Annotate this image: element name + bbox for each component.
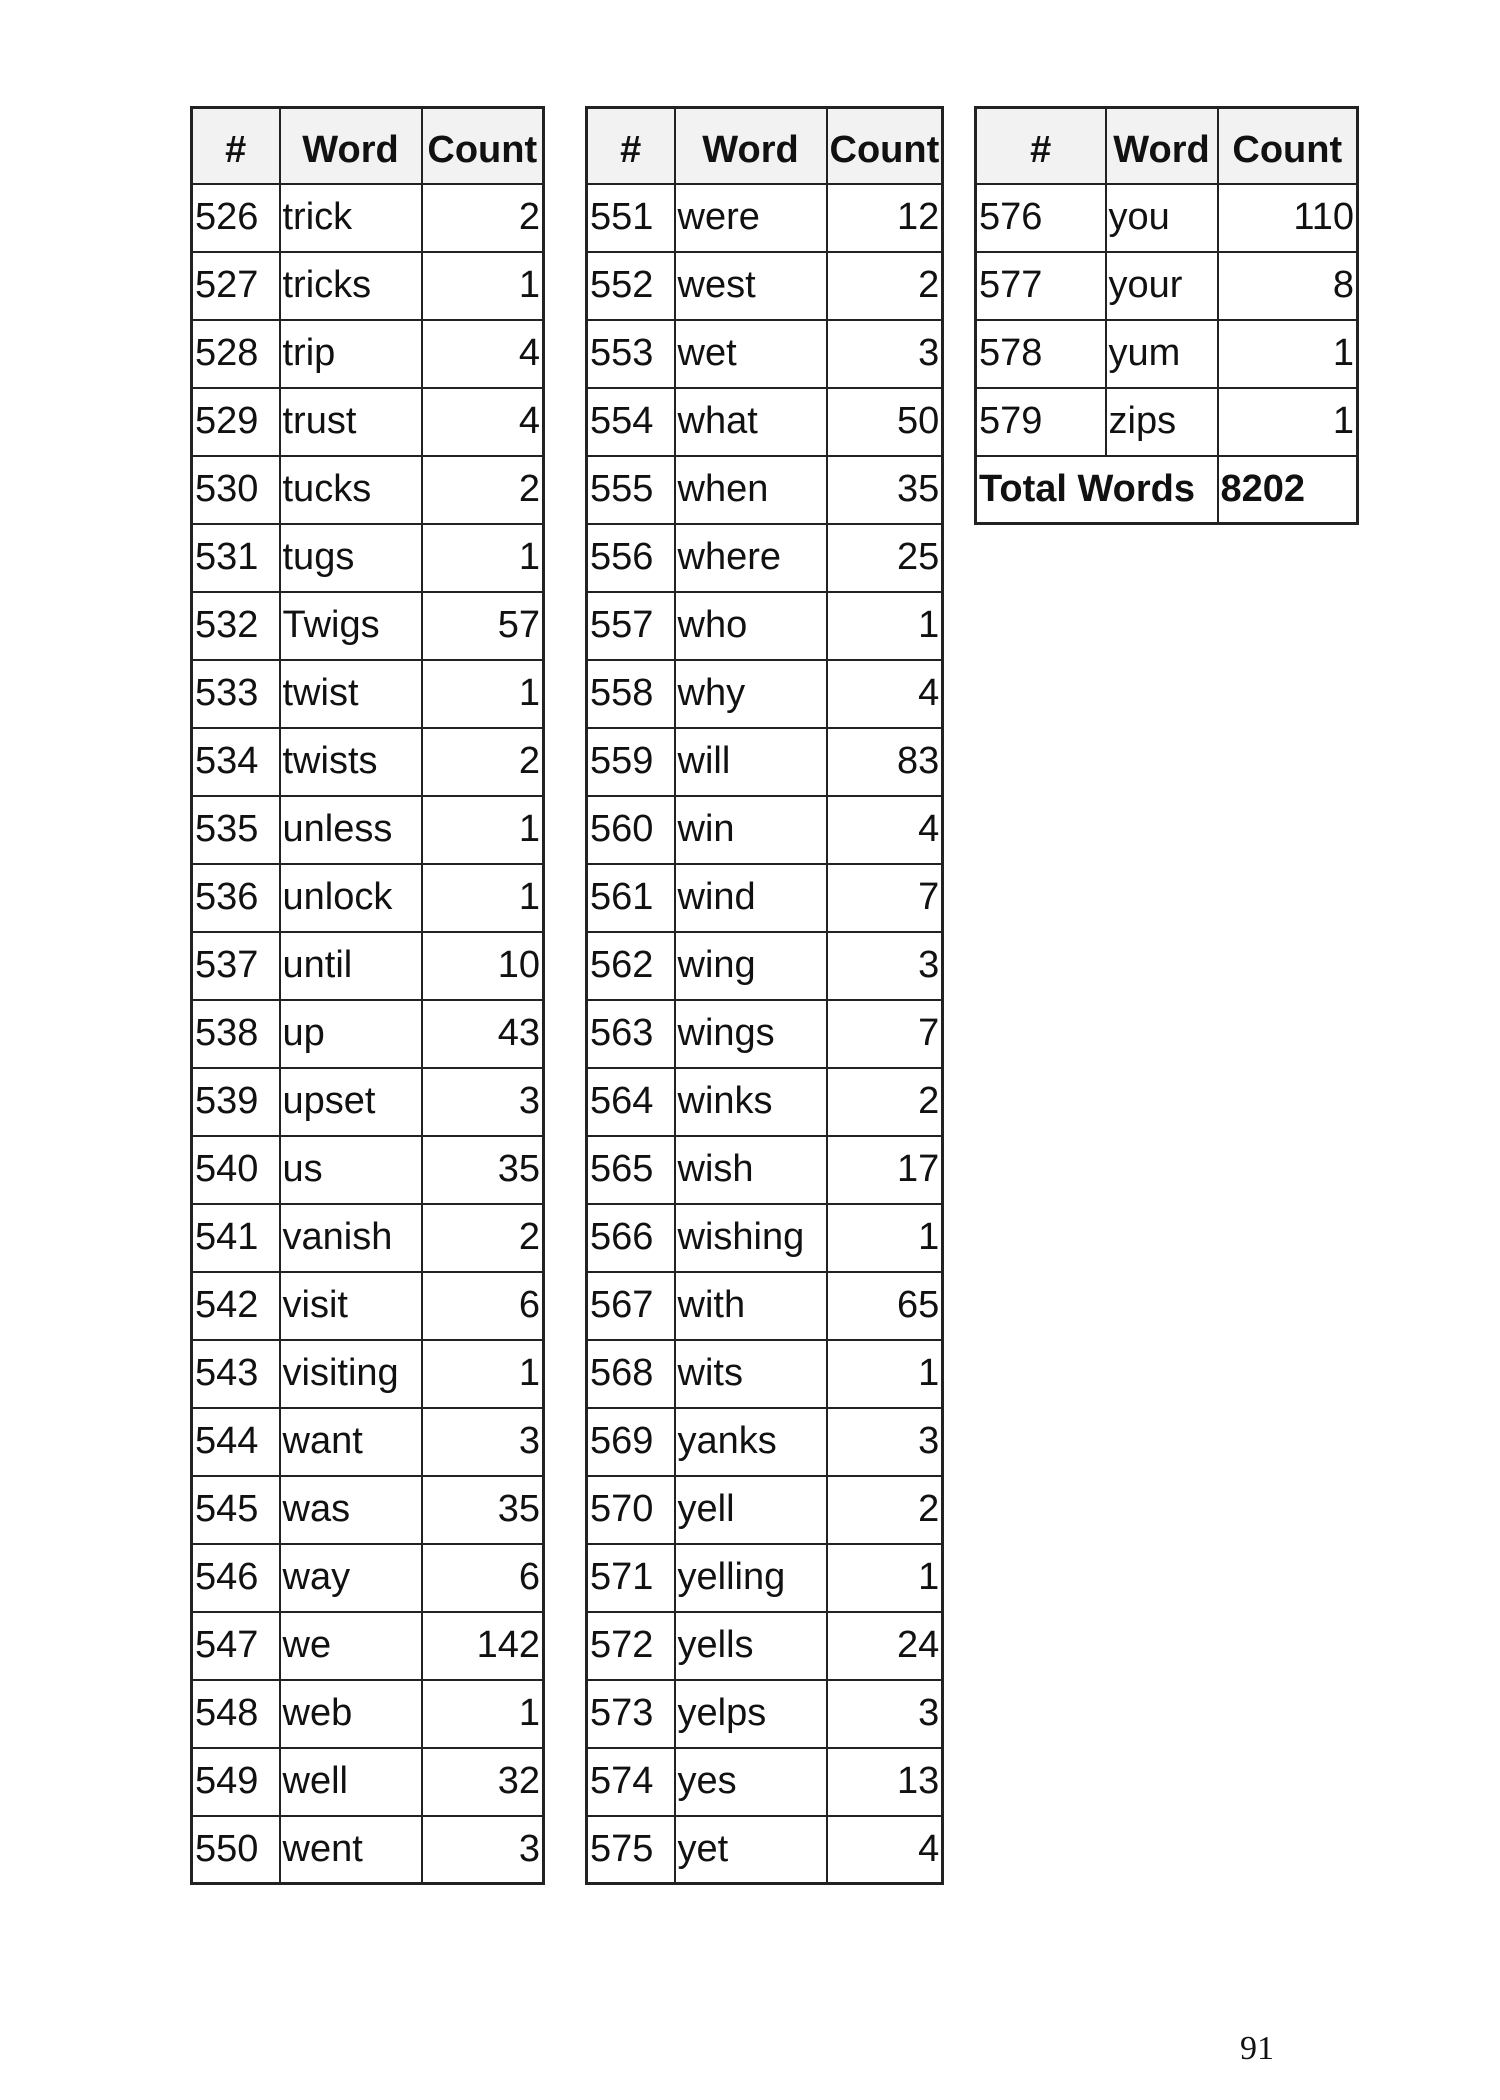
table-row (976, 252, 1358, 320)
row-word: yes (675, 1748, 827, 1816)
row-count: 24 (827, 1612, 943, 1680)
row-count: 65 (827, 1272, 943, 1340)
table-row (587, 184, 943, 252)
row-count: 83 (827, 728, 943, 796)
row-count: 10 (422, 932, 544, 1000)
table-row (587, 592, 943, 660)
row-word: until (280, 932, 422, 1000)
table-row (192, 728, 544, 796)
header-word: Word (675, 108, 827, 184)
row-number: 544 (192, 1408, 280, 1476)
row-count: 2 (827, 1476, 943, 1544)
header-number: # (976, 108, 1106, 184)
row-count: 3 (422, 1408, 544, 1476)
row-word: vanish (280, 1204, 422, 1272)
row-count: 6 (422, 1544, 544, 1612)
row-word: web (280, 1680, 422, 1748)
row-number: 547 (192, 1612, 280, 1680)
row-number: 570 (587, 1476, 675, 1544)
table-row (587, 1680, 943, 1748)
header-count: Count (422, 108, 544, 184)
row-count: 1 (422, 1680, 544, 1748)
table-row (192, 1136, 544, 1204)
page-number: 91 (1240, 2030, 1274, 2067)
row-word: us (280, 1136, 422, 1204)
table-row (192, 388, 544, 456)
row-count: 3 (827, 1680, 943, 1748)
row-number: 566 (587, 1204, 675, 1272)
header-word: Word (1106, 108, 1218, 184)
table-row (587, 728, 943, 796)
row-count: 35 (422, 1476, 544, 1544)
row-count: 1 (422, 796, 544, 864)
row-word: tugs (280, 524, 422, 592)
row-count: 4 (827, 1816, 943, 1884)
row-number: 560 (587, 796, 675, 864)
row-word: was (280, 1476, 422, 1544)
table-row (587, 320, 943, 388)
table-row (587, 932, 943, 1000)
row-number: 571 (587, 1544, 675, 1612)
row-number: 558 (587, 660, 675, 728)
row-number: 532 (192, 592, 280, 660)
row-number: 543 (192, 1340, 280, 1408)
row-count: 1 (1218, 320, 1358, 388)
table-row (192, 1204, 544, 1272)
row-count: 7 (827, 864, 943, 932)
row-count: 110 (1218, 184, 1358, 252)
row-number: 530 (192, 456, 280, 524)
row-word: wind (675, 864, 827, 932)
row-word: yum (1106, 320, 1218, 388)
row-number: 548 (192, 1680, 280, 1748)
table-row (192, 320, 544, 388)
row-number: 564 (587, 1068, 675, 1136)
word-count-table-2 (585, 106, 944, 1885)
row-number: 572 (587, 1612, 675, 1680)
row-number: 526 (192, 184, 280, 252)
row-count: 1 (1218, 388, 1358, 456)
row-word: yelps (675, 1680, 827, 1748)
table-row (587, 456, 943, 524)
row-number: 545 (192, 1476, 280, 1544)
row-word: trust (280, 388, 422, 456)
table-row (587, 1136, 943, 1204)
row-count: 3 (827, 320, 943, 388)
row-word: visit (280, 1272, 422, 1340)
table-row (587, 1476, 943, 1544)
row-count: 3 (827, 1408, 943, 1476)
row-number: 563 (587, 1000, 675, 1068)
row-count: 3 (422, 1068, 544, 1136)
row-number: 553 (587, 320, 675, 388)
row-count: 17 (827, 1136, 943, 1204)
row-number: 527 (192, 252, 280, 320)
row-number: 559 (587, 728, 675, 796)
row-count: 1 (827, 1340, 943, 1408)
row-number: 579 (976, 388, 1106, 456)
row-count: 1 (827, 1544, 943, 1612)
row-word: yanks (675, 1408, 827, 1476)
header-count: Count (827, 108, 943, 184)
row-number: 562 (587, 932, 675, 1000)
table-row (587, 1272, 943, 1340)
table-row (587, 1204, 943, 1272)
row-number: 578 (976, 320, 1106, 388)
row-word: west (675, 252, 827, 320)
row-word: unlock (280, 864, 422, 932)
row-number: 533 (192, 660, 280, 728)
row-word: wits (675, 1340, 827, 1408)
table-row (192, 1544, 544, 1612)
row-count: 2 (422, 728, 544, 796)
table-row (587, 864, 943, 932)
table-row (587, 1340, 943, 1408)
row-count: 8 (1218, 252, 1358, 320)
row-number: 538 (192, 1000, 280, 1068)
row-count: 4 (422, 388, 544, 456)
row-count: 35 (827, 456, 943, 524)
table-row (192, 1816, 544, 1884)
table-row (192, 1000, 544, 1068)
row-word: what (675, 388, 827, 456)
row-word: winks (675, 1068, 827, 1136)
table-row (192, 1748, 544, 1816)
table-row (587, 1816, 943, 1884)
table-row (192, 524, 544, 592)
row-count: 2 (422, 456, 544, 524)
row-count: 4 (827, 660, 943, 728)
row-number: 529 (192, 388, 280, 456)
row-word: well (280, 1748, 422, 1816)
row-number: 574 (587, 1748, 675, 1816)
total-row (976, 456, 1358, 524)
table-row (587, 796, 943, 864)
row-count: 32 (422, 1748, 544, 1816)
row-word: will (675, 728, 827, 796)
row-word: yelling (675, 1544, 827, 1612)
table-row (976, 388, 1358, 456)
row-word: yells (675, 1612, 827, 1680)
row-word: twists (280, 728, 422, 796)
header-number: # (587, 108, 675, 184)
row-word: twist (280, 660, 422, 728)
row-number: 528 (192, 320, 280, 388)
row-word: with (675, 1272, 827, 1340)
row-count: 1 (422, 660, 544, 728)
row-word: who (675, 592, 827, 660)
row-count: 7 (827, 1000, 943, 1068)
row-count: 35 (422, 1136, 544, 1204)
total-words-label: Total Words (976, 456, 1218, 524)
row-count: 57 (422, 592, 544, 660)
row-count: 12 (827, 184, 943, 252)
row-number: 537 (192, 932, 280, 1000)
row-word: tricks (280, 252, 422, 320)
row-count: 4 (422, 320, 544, 388)
row-word: way (280, 1544, 422, 1612)
row-count: 43 (422, 1000, 544, 1068)
row-word: were (675, 184, 827, 252)
row-word: wing (675, 932, 827, 1000)
row-number: 561 (587, 864, 675, 932)
row-count: 1 (422, 1340, 544, 1408)
row-count: 2 (422, 1204, 544, 1272)
row-word: visiting (280, 1340, 422, 1408)
row-number: 573 (587, 1680, 675, 1748)
row-number: 554 (587, 388, 675, 456)
table-row (192, 1408, 544, 1476)
row-count: 4 (827, 796, 943, 864)
row-number: 536 (192, 864, 280, 932)
row-count: 2 (422, 184, 544, 252)
table-row (192, 1680, 544, 1748)
row-word: went (280, 1816, 422, 1884)
row-number: 542 (192, 1272, 280, 1340)
table-row (587, 524, 943, 592)
table-row (587, 660, 943, 728)
row-count: 1 (827, 592, 943, 660)
row-word: when (675, 456, 827, 524)
row-count: 2 (827, 252, 943, 320)
row-word: upset (280, 1068, 422, 1136)
table-row (192, 1612, 544, 1680)
row-word: you (1106, 184, 1218, 252)
row-number: 575 (587, 1816, 675, 1884)
table-row (192, 932, 544, 1000)
row-number: 534 (192, 728, 280, 796)
table-row (587, 1408, 943, 1476)
total-words-value: 8202 (1218, 456, 1358, 524)
row-word: trick (280, 184, 422, 252)
table-row (192, 184, 544, 252)
row-number: 541 (192, 1204, 280, 1272)
row-word: want (280, 1408, 422, 1476)
header-row (587, 108, 943, 184)
row-word: Twigs (280, 592, 422, 660)
table-row (587, 1000, 943, 1068)
table-row (192, 864, 544, 932)
table-row (192, 796, 544, 864)
table-row (976, 184, 1358, 252)
header-row (976, 108, 1358, 184)
row-number: 539 (192, 1068, 280, 1136)
table-row (192, 1272, 544, 1340)
table-row (192, 1476, 544, 1544)
row-word: we (280, 1612, 422, 1680)
table-row (587, 1748, 943, 1816)
word-count-table-1 (190, 106, 545, 1885)
row-word: wishing (675, 1204, 827, 1272)
row-number: 546 (192, 1544, 280, 1612)
row-number: 550 (192, 1816, 280, 1884)
row-number: 556 (587, 524, 675, 592)
header-number: # (192, 108, 280, 184)
row-count: 1 (422, 864, 544, 932)
header-row (192, 108, 544, 184)
row-number: 569 (587, 1408, 675, 1476)
row-number: 557 (587, 592, 675, 660)
row-number: 552 (587, 252, 675, 320)
row-count: 50 (827, 388, 943, 456)
table-row (587, 252, 943, 320)
row-word: tucks (280, 456, 422, 524)
table-row (192, 660, 544, 728)
row-count: 2 (827, 1068, 943, 1136)
row-number: 549 (192, 1748, 280, 1816)
row-count: 13 (827, 1748, 943, 1816)
row-count: 1 (422, 524, 544, 592)
table-row (587, 1068, 943, 1136)
row-word: your (1106, 252, 1218, 320)
row-count: 142 (422, 1612, 544, 1680)
row-count: 1 (827, 1204, 943, 1272)
row-word: yell (675, 1476, 827, 1544)
row-word: unless (280, 796, 422, 864)
row-number: 555 (587, 456, 675, 524)
row-number: 568 (587, 1340, 675, 1408)
table-row (587, 388, 943, 456)
table-row (192, 1340, 544, 1408)
table-row (192, 1068, 544, 1136)
header-count: Count (1218, 108, 1358, 184)
table-row (976, 320, 1358, 388)
header-word: Word (280, 108, 422, 184)
row-number: 567 (587, 1272, 675, 1340)
row-count: 1 (422, 252, 544, 320)
row-word: yet (675, 1816, 827, 1884)
row-word: trip (280, 320, 422, 388)
row-word: where (675, 524, 827, 592)
row-count: 25 (827, 524, 943, 592)
row-count: 3 (827, 932, 943, 1000)
row-count: 6 (422, 1272, 544, 1340)
table-row (192, 252, 544, 320)
row-number: 535 (192, 796, 280, 864)
table-row (192, 456, 544, 524)
row-count: 3 (422, 1816, 544, 1884)
row-word: why (675, 660, 827, 728)
row-word: up (280, 1000, 422, 1068)
row-word: win (675, 796, 827, 864)
table-row (587, 1544, 943, 1612)
row-number: 565 (587, 1136, 675, 1204)
table-row (587, 1612, 943, 1680)
row-number: 577 (976, 252, 1106, 320)
row-word: wings (675, 1000, 827, 1068)
row-word: zips (1106, 388, 1218, 456)
row-word: wet (675, 320, 827, 388)
word-count-table-3 (974, 106, 1359, 525)
row-word: wish (675, 1136, 827, 1204)
row-number: 551 (587, 184, 675, 252)
table-row (192, 592, 544, 660)
row-number: 576 (976, 184, 1106, 252)
row-number: 531 (192, 524, 280, 592)
row-number: 540 (192, 1136, 280, 1204)
